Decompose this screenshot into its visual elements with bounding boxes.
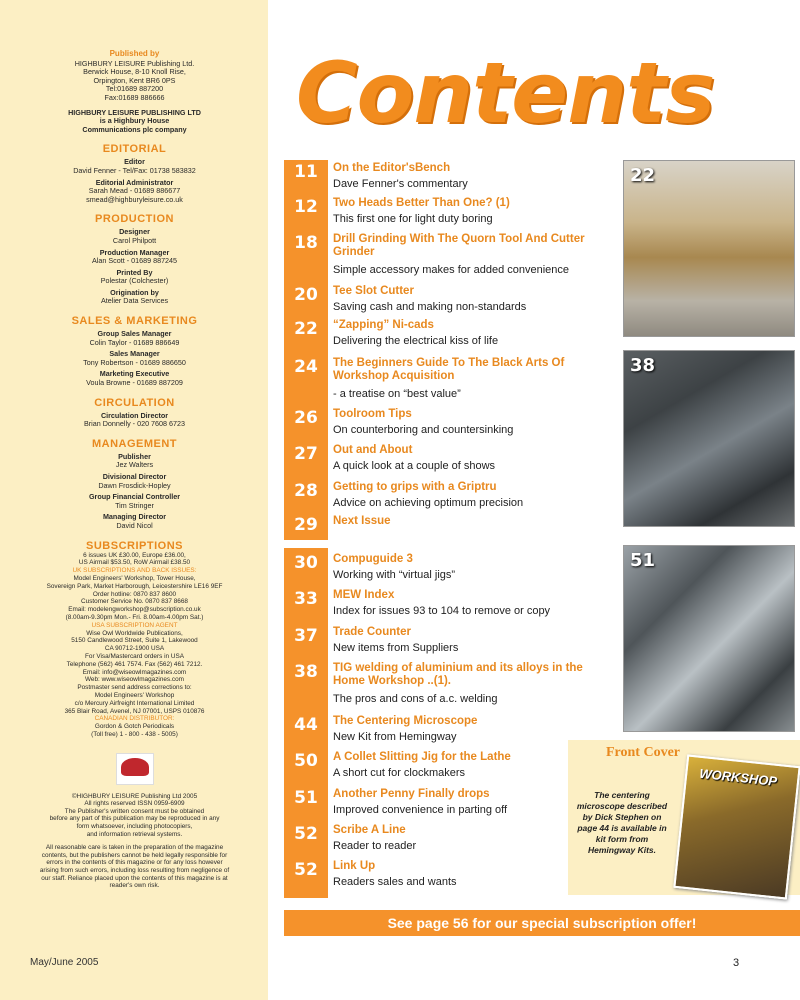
editorial-admin-line: Sarah Mead - 01689 886677 bbox=[88, 186, 181, 196]
published-by-label: Published by bbox=[109, 49, 160, 58]
entry-page-number: 20 bbox=[294, 285, 318, 305]
photo-lathe-parting bbox=[623, 545, 795, 732]
rates-line: 6 issues UK £30.00, Europe £36.00, bbox=[83, 551, 186, 559]
entry-page-number: 52 bbox=[294, 860, 318, 880]
magazine-cover-thumbnail[interactable] bbox=[673, 754, 800, 899]
usa-line: Postmaster send address corrections to: bbox=[77, 684, 192, 692]
sales-manager-name: Tony Robertson - 01689 886650 bbox=[83, 357, 186, 367]
disclaimer-line: errors in the contents of this magazine or for any loss however bbox=[46, 859, 223, 867]
subscription-banner[interactable]: See page 56 for our special subscription offer! bbox=[284, 910, 800, 936]
marketing-exec-role: Marketing Executive bbox=[99, 369, 170, 379]
production-manager-name: Alan Scott - 01689 887245 bbox=[91, 256, 178, 266]
publisher-line: Berwick House, 8-10 Knoll Rise, bbox=[83, 67, 186, 77]
logo-shape bbox=[121, 758, 149, 776]
magazine-cover-title: WORKSHOP bbox=[698, 765, 778, 789]
disclaimer-line: arising from such errors, including loss resulting from negligence of bbox=[39, 867, 230, 875]
legal-line: ©HIGHBURY LEISURE Publishing Ltd 2005 bbox=[71, 792, 198, 800]
publisher-line: HIGHBURY LEISURE Publishing Ltd. bbox=[74, 58, 195, 68]
group-sales-role: Group Sales Manager bbox=[97, 329, 172, 339]
usa-line: CA 90712-1900 USA bbox=[104, 645, 165, 653]
origination-role: Origination by bbox=[110, 287, 159, 297]
circulation-heading: CIRCULATION bbox=[94, 396, 175, 409]
entry-description: Working with “virtual jigs” bbox=[333, 569, 456, 581]
page-title: Contents bbox=[296, 44, 715, 142]
entry-description: Delivering the electrical kiss of life bbox=[333, 335, 499, 347]
legal-line: and information retrieval systems. bbox=[86, 830, 183, 838]
entry-page-number: 12 bbox=[294, 197, 318, 217]
uk-subs-line: Sovereign Park, Market Harborough, Leicestershire LE16 9EF bbox=[46, 582, 223, 590]
entry-description: The pros and cons of a.c. welding bbox=[333, 693, 498, 705]
entry-description: New Kit from Hemingway bbox=[333, 731, 457, 743]
legal-line: form whatsoever, including photocopiers, bbox=[76, 823, 193, 831]
entry-page-number: 51 bbox=[294, 788, 318, 808]
rates-line: US Airmail $53.50, RoW Airmail £38.50 bbox=[78, 559, 191, 567]
entry-title[interactable]: MEW Index bbox=[333, 589, 395, 601]
entry-page-number: 37 bbox=[294, 626, 318, 646]
company-line: HIGHBURY LEISURE PUBLISHING LTD bbox=[68, 107, 201, 117]
photo-page-label: 51 bbox=[630, 550, 656, 571]
disclaimer-line: contents, but the publishers cannot be held legally responsible for bbox=[41, 851, 228, 859]
masthead-text bbox=[22, 50, 247, 890]
entry-title[interactable]: On the Editor'sBench bbox=[333, 162, 451, 174]
disclaimer-line: reader's own risk. bbox=[109, 882, 160, 890]
editor-role: Editor bbox=[124, 157, 145, 167]
entry-title[interactable]: The Beginners Guide To The Black Arts Of Workshop Acquisition bbox=[333, 357, 565, 382]
legal-line: All rights reserved ISSN 0959-6909 bbox=[84, 800, 185, 808]
page-number: 3 bbox=[733, 957, 740, 969]
entry-title[interactable]: Toolroom Tips bbox=[333, 408, 412, 420]
sales-heading: SALES & MARKETING bbox=[71, 315, 198, 328]
management-heading: MANAGEMENT bbox=[91, 437, 178, 450]
publisher-address bbox=[22, 60, 247, 103]
masthead-sidebar bbox=[0, 0, 268, 1000]
disclaimer bbox=[22, 844, 247, 890]
entry-description: This first one for light duty boring bbox=[333, 213, 493, 225]
entry-page-number: 22 bbox=[294, 319, 318, 339]
entry-page-number: 44 bbox=[294, 715, 318, 735]
printed-by-name: Polestar (Colchester) bbox=[100, 276, 169, 286]
usa-line: 365 Blair Road, Avenel, NJ 07001, USPS 010876 bbox=[64, 707, 205, 715]
entry-page-number: 11 bbox=[294, 162, 318, 182]
entry-title[interactable]: TIG welding of aluminium and its alloys in the Home Workshop ..(1). bbox=[333, 662, 583, 687]
entry-title[interactable]: Tee Slot Cutter bbox=[333, 285, 414, 297]
uk-subs-line: (8.00am-9.30pm Mon.- Fri. 8.00am-4.00pm Sat.) bbox=[65, 613, 204, 621]
entry-page-number: 26 bbox=[294, 408, 318, 428]
usa-line: Model Engineers' Workshop bbox=[94, 691, 175, 699]
entry-title[interactable]: Getting to grips with a Griptru bbox=[333, 481, 497, 493]
entry-page-number: 30 bbox=[294, 553, 318, 573]
canada-heading: CANADIAN DISTRIBUTOR: bbox=[94, 715, 175, 723]
editorial-heading: EDITORIAL bbox=[102, 143, 167, 156]
printed-by-role: Printed By bbox=[116, 267, 153, 277]
uk-subs-line: Order hotline: 0870 837 8600 bbox=[92, 590, 177, 598]
company-line: is a Highbury House bbox=[99, 116, 170, 126]
subscriptions-heading: SUBSCRIPTIONS bbox=[86, 539, 183, 552]
entry-title[interactable]: A Collet Slitting Jig for the Lathe bbox=[333, 751, 511, 763]
publisher-role: Publisher bbox=[118, 451, 151, 461]
usa-line: Telephone (562) 461 7574. Fax (562) 461 7212. bbox=[66, 660, 203, 668]
legal-line: The Publisher's written consent must be obtained bbox=[64, 807, 205, 815]
publisher-line: Fax:01689 886666 bbox=[104, 92, 165, 102]
publisher-line: Tel:01689 887200 bbox=[105, 84, 164, 94]
photo-nicad-cells bbox=[623, 160, 795, 337]
front-cover-box bbox=[568, 740, 800, 895]
entry-description: Reader to reader bbox=[333, 840, 417, 852]
entry-title[interactable]: Next Issue bbox=[333, 515, 391, 527]
entry-title[interactable]: Out and About bbox=[333, 444, 413, 456]
entry-description: Improved convenience in parting off bbox=[333, 804, 508, 816]
legal-line: before any part of this publication may be reproduced in any bbox=[49, 815, 220, 823]
copyright-notice bbox=[22, 793, 247, 839]
front-cover-description: The centering microscope described by Dick Stephen on page 44 is available in kit form from Hemingway Kits. bbox=[576, 790, 668, 855]
entry-page-number: 27 bbox=[294, 444, 318, 464]
entry-page-number: 50 bbox=[294, 751, 318, 771]
circulation-director-name: Brian Donnelly - 020 7608 6723 bbox=[83, 419, 186, 429]
entry-page-number: 33 bbox=[294, 589, 318, 609]
entry-title[interactable]: Another Penny Finally drops bbox=[333, 788, 490, 800]
front-cover-title: Front Cover bbox=[606, 745, 680, 760]
usa-line: For Visa/Mastercard orders in USA bbox=[85, 652, 184, 660]
financial-controller-role: Group Financial Controller bbox=[88, 492, 181, 502]
subscription-rates bbox=[22, 552, 247, 739]
entry-description: A quick look at a couple of shows bbox=[333, 460, 496, 472]
entry-title[interactable]: Scribe A Line bbox=[333, 824, 406, 836]
entry-page-number: 29 bbox=[294, 515, 318, 535]
entry-description: Advice on achieving optimum precision bbox=[333, 497, 524, 509]
origination-name: Atelier Data Services bbox=[100, 296, 169, 306]
entry-title[interactable]: The Centering Microscope bbox=[333, 715, 478, 727]
financial-controller-name: Tim Stringer bbox=[115, 500, 154, 510]
divisional-director-role: Divisional Director bbox=[102, 472, 167, 481]
entry-description: Readers sales and wants bbox=[333, 876, 457, 888]
uk-subs-line: Model Engineers' Workshop, Tower House, bbox=[73, 574, 196, 582]
group-sales-name: Colin Taylor - 01689 886649 bbox=[89, 337, 180, 347]
entry-page-number: 28 bbox=[294, 481, 318, 501]
entry-page-number: 52 bbox=[294, 824, 318, 844]
usa-line: 5150 Candlewood Street, Suite 1, Lakewood bbox=[71, 637, 198, 645]
editorial-admin-role: Editorial Administrator bbox=[95, 177, 174, 187]
company-statement bbox=[22, 109, 247, 135]
marketing-exec-name: Voula Browne - 01689 887209 bbox=[86, 378, 183, 388]
sales-manager-role: Sales Manager bbox=[109, 349, 160, 359]
production-heading: PRODUCTION bbox=[95, 213, 174, 226]
usa-line: Email: info@wiseowlmagazines.com bbox=[82, 668, 187, 676]
entry-title[interactable]: Two Heads Better Than One? (1) bbox=[333, 197, 510, 209]
circulation-director-role: Circulation Director bbox=[100, 410, 169, 420]
entry-description: Saving cash and making non-standards bbox=[333, 301, 527, 313]
entry-title[interactable]: “Zapping” Ni-cads bbox=[333, 319, 434, 331]
usa-line: Web: www.wiseowlmagazines.com bbox=[85, 676, 184, 684]
photo-page-label: 22 bbox=[630, 165, 656, 186]
editorial-admin-email: smead@highburyleisure.co.uk bbox=[86, 194, 183, 204]
publisher-name: Jez Walters bbox=[115, 460, 154, 470]
entry-title[interactable]: Compuguide 3 bbox=[333, 553, 413, 565]
photo-welding-equipment bbox=[623, 350, 795, 527]
entry-page-number: 18 bbox=[294, 233, 318, 253]
uk-subs-line: Customer Service No. 0870 837 8668 bbox=[81, 598, 188, 606]
entry-page-number: 38 bbox=[294, 662, 318, 682]
canada-line: (Toll free) 1 - 800 - 438 - 5005) bbox=[91, 730, 178, 738]
issue-date: May/June 2005 bbox=[30, 957, 99, 968]
managing-director-name: David Nicol bbox=[116, 520, 153, 530]
company-line: Communications plc company bbox=[82, 124, 187, 134]
production-manager-role: Production Manager bbox=[99, 247, 170, 257]
disclaimer-line: All reasonable care is taken in the preparation of the magazine bbox=[45, 844, 224, 852]
usa-subs-heading: USA SUBSCRIPTION AGENT bbox=[91, 621, 178, 629]
entry-page-number: 24 bbox=[294, 357, 318, 377]
entry-description: On counterboring and countersinking bbox=[333, 424, 514, 436]
publisher-line: Orpington, Kent BR6 0PS bbox=[93, 75, 176, 85]
entry-description: Simple accessory makes for added convenience bbox=[333, 264, 570, 276]
highbury-logo bbox=[116, 753, 154, 785]
usa-line: c/o Mercury Airfreight International Limited bbox=[74, 699, 195, 707]
canada-line: Gordon & Gotch Periodicals bbox=[94, 723, 175, 731]
managing-director-role: Managing Director bbox=[102, 512, 167, 522]
uk-subs-line: Email: modelengworkshop@subscription.co.uk bbox=[68, 606, 201, 614]
editor-name: David Fenner - Tel/Fax: 01738 583832 bbox=[73, 165, 196, 175]
usa-line: Wise Owl Worldwide Publications, bbox=[86, 629, 183, 637]
entry-description: A short cut for clockmakers bbox=[333, 767, 466, 779]
divisional-director-name: Dawn Frosdick-Hopley bbox=[98, 480, 171, 490]
entry-description: New items from Suppliers bbox=[333, 642, 459, 654]
disclaimer-line: our staff. Reliance placed upon the contents of this magazine is at bbox=[41, 874, 228, 882]
entry-description: Index for issues 93 to 104 to remove or copy bbox=[333, 605, 551, 617]
entry-title[interactable]: Drill Grinding With The Quorn Tool And Cutter Grinder bbox=[333, 233, 585, 258]
photo-page-label: 38 bbox=[630, 355, 656, 376]
entry-title[interactable]: Trade Counter bbox=[333, 626, 411, 638]
entry-description: Dave Fenner's commentary bbox=[333, 178, 468, 190]
entry-title[interactable]: Link Up bbox=[333, 860, 376, 872]
uk-subs-heading: UK SUBSCRIPTIONS AND BACK ISSUES: bbox=[72, 567, 197, 575]
entry-description: - a treatise on “best value” bbox=[333, 388, 461, 400]
designer-role: Designer bbox=[119, 227, 150, 237]
designer-name: Carol Philpott bbox=[112, 235, 157, 245]
